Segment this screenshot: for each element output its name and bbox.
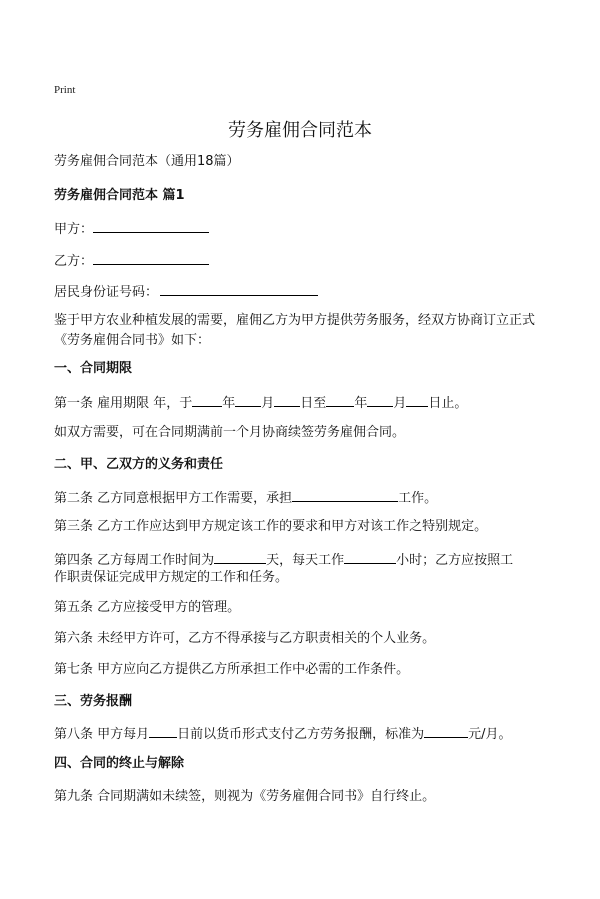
blank <box>214 548 266 564</box>
part-heading: 劳务雇佣合同范本 篇1 <box>54 188 185 203</box>
article-6: 第六条 未经甲方许可，乙方不得承接与乙方职责相关的个人业务。 <box>54 631 436 646</box>
article-5: 第五条 乙方应接受甲方的管理。 <box>54 600 241 615</box>
print-label[interactable]: Print <box>54 84 76 96</box>
blank <box>274 391 300 407</box>
article-2 <box>54 486 437 509</box>
article-1-text-d: 日至 <box>300 396 327 411</box>
blank <box>367 391 393 407</box>
blank <box>149 722 177 738</box>
article-1-text-b: 年 <box>222 396 236 411</box>
article-4-continued: 作职责保证完成甲方规定的工作和任务。 <box>54 570 289 585</box>
party-b-line <box>54 249 209 272</box>
blank <box>344 548 396 564</box>
article-8-text-a: 第八条 甲方每月 <box>54 727 150 742</box>
blank <box>406 391 428 407</box>
id-number-blank <box>160 280 318 296</box>
article-9: 第九条 合同期满如未续签，则视为《劳务雇佣合同书》自行终止。 <box>54 789 436 804</box>
renewal-paragraph: 如双方需要，可在合同期满前一个月协商续签劳务雇佣合同。 <box>54 425 406 440</box>
article-3: 第三条 乙方工作应达到甲方规定该工作的要求和甲方对该工作之特别规定。 <box>54 519 488 534</box>
article-1-text-g: 日止。 <box>428 396 468 411</box>
article-1-text-e: 年 <box>354 396 368 411</box>
party-a-line <box>54 217 209 240</box>
article-4-text-c: 小时；乙方应按照工 <box>396 553 514 568</box>
document-title: 劳务雇佣合同范本 <box>228 120 372 141</box>
section-heading-2: 二、甲、乙双方的义务和责任 <box>54 457 224 472</box>
id-number-line <box>54 280 318 303</box>
intro-paragraph: 鉴于甲方农业种植发展的需要，雇佣乙方为甲方提供劳务服务，经双方协商订立正式《劳务雇佣合同书》如下： <box>54 313 536 348</box>
section-heading-4: 四、合同的终止与解除 <box>54 756 185 771</box>
party-a-blank <box>93 217 209 233</box>
party-b-blank <box>93 249 209 265</box>
section-heading-1: 一、合同期限 <box>54 361 133 376</box>
article-1-text-f: 月 <box>393 396 407 411</box>
id-number-label: 居民身份证号码： <box>54 285 159 300</box>
article-2-text-b: 工作。 <box>398 491 438 506</box>
party-a-label: 甲方： <box>54 222 94 237</box>
article-1-text-a: 第一条 雇用期限 年，于 <box>54 396 193 411</box>
blank <box>326 391 354 407</box>
article-8-text-c: 元/月。 <box>468 727 512 742</box>
blank <box>424 722 468 738</box>
article-7: 第七条 甲方应向乙方提供乙方所承担工作中必需的工作条件。 <box>54 662 410 677</box>
article-1 <box>54 391 467 414</box>
party-b-label: 乙方： <box>54 254 94 269</box>
article-8-text-b: 日前以货币形式支付乙方劳务报酬，标准为 <box>177 727 425 742</box>
article-4-text-a: 第四条 乙方每周工作时间为 <box>54 553 215 568</box>
blank <box>235 391 261 407</box>
section-heading-3: 三、劳务报酬 <box>54 694 133 709</box>
article-2-text-a: 第二条 乙方同意根据甲方工作需要，承担 <box>54 491 293 506</box>
article-4-text-b: 天，每天工作 <box>266 553 345 568</box>
document-subtitle: 劳务雇佣合同范本（通用18篇） <box>54 154 240 169</box>
blank <box>192 391 222 407</box>
article-8 <box>54 722 512 745</box>
article-1-text-c: 月 <box>261 396 275 411</box>
blank <box>292 486 398 502</box>
